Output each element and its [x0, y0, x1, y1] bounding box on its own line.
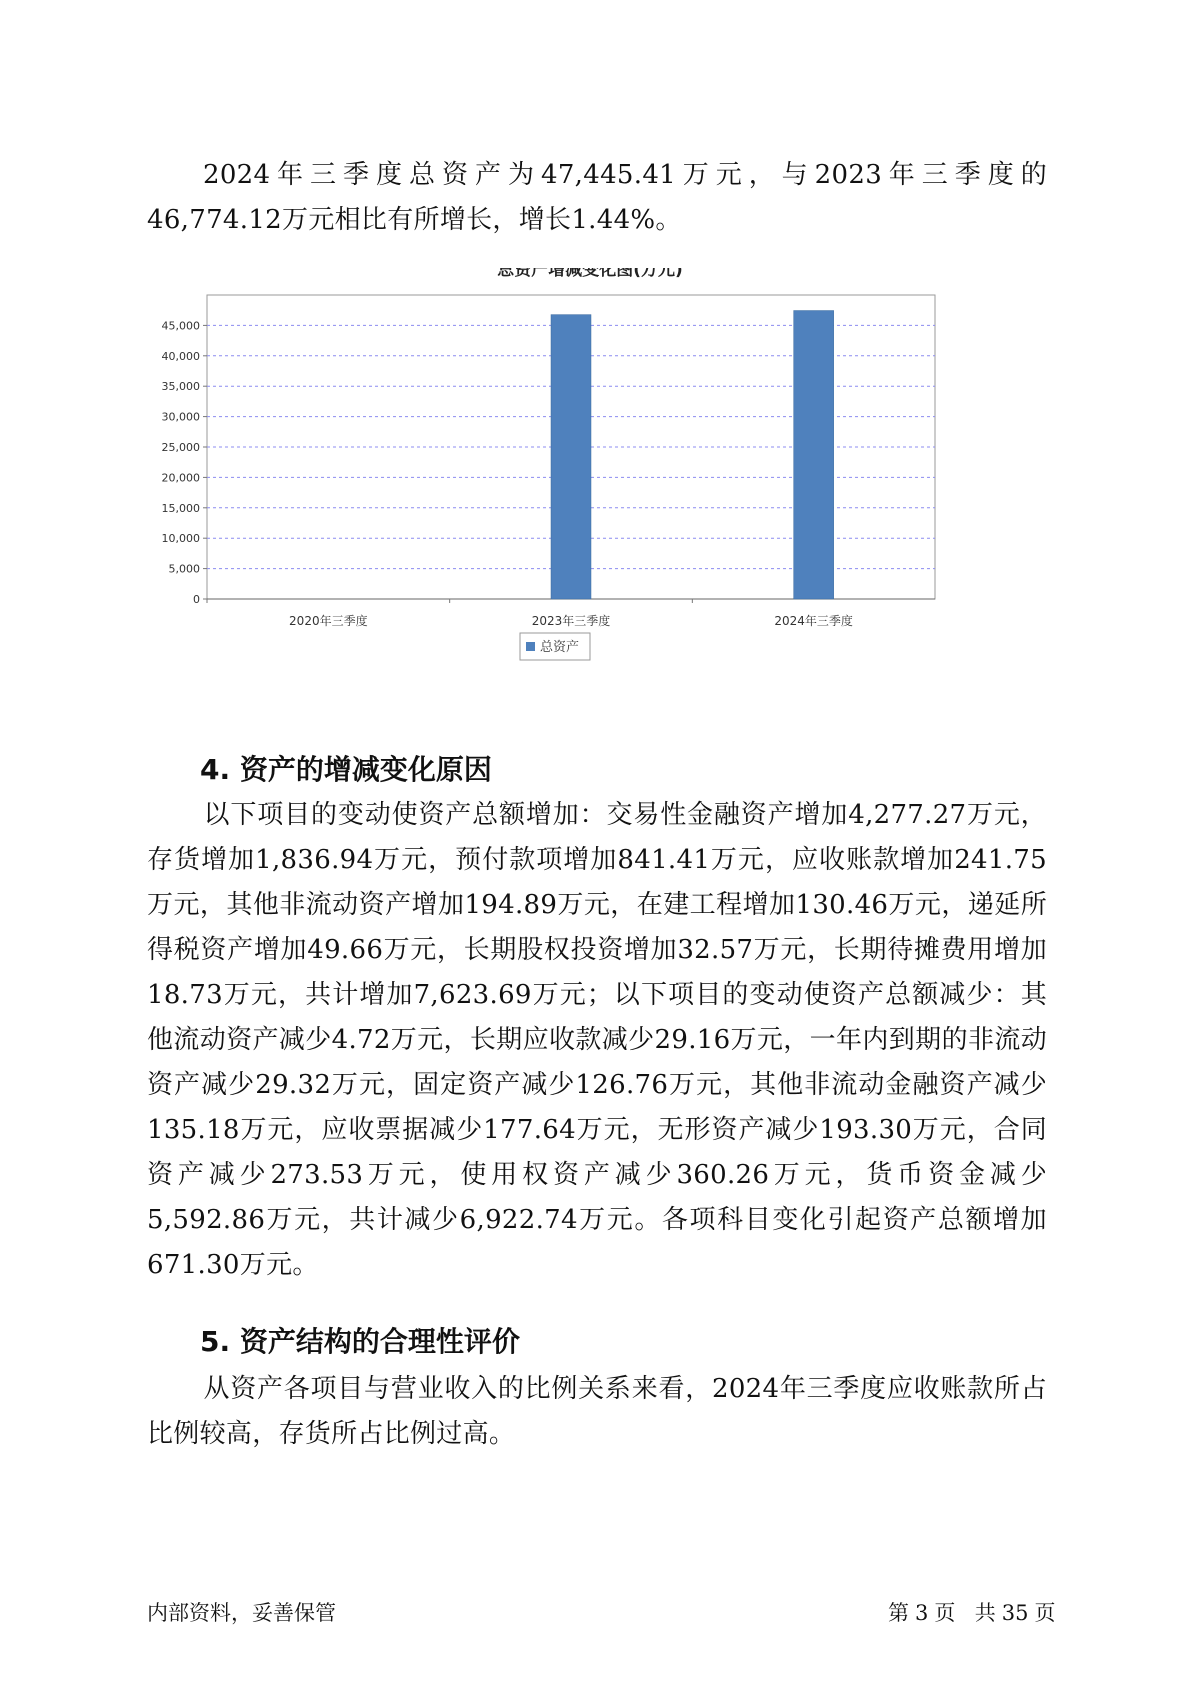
- page-prefix: 第: [888, 1601, 909, 1625]
- bar: [551, 315, 591, 599]
- structure-evaluation-text: 从资产各项目与营业收入的比例关系来看，2024年三季度应收账款所占比例较高，存货所占比例过高。: [147, 1374, 1047, 1449]
- chart-svg: [150, 268, 1030, 718]
- y-tick-label: 45,000: [161, 319, 200, 333]
- x-tick-label: 2023年三季度: [531, 614, 611, 628]
- x-axis-ticks: [207, 599, 853, 628]
- summary-paragraph: [147, 153, 1047, 243]
- y-tick-label: 10,000: [161, 532, 200, 546]
- section-heading-4: 4. 资产的增减变化原因: [200, 753, 492, 786]
- x-tick-label: 2024年三季度: [774, 614, 853, 628]
- total-assets-chart: [150, 268, 1030, 718]
- total-num: 35: [1001, 1601, 1029, 1625]
- bar: [794, 311, 834, 599]
- y-tick-label: 35,000: [161, 380, 200, 394]
- chart-title: 总资产增减变化图(万元): [497, 268, 683, 280]
- change-reasons-text: 以下项目的变动使资产总额增加：交易性金融资产增加4,277.27万元，存货增加1,836.94万元，预付款项增加841.41万元，应收账款增加241.75万元，其他非流动资产增加194.89万元，在建工程增加130.46万元，递延所得税资产增加49.66万元，长期股权投资增加32.57万元，长期待摊费用增加18.73万元，共计增加7,623.69万元；以下项目的变动使资产总额减少：其他流动资产减少4.72万元，长期应收款减少29.16万元，一年内到期的非流动资产减少29.32万元，固定资产减少126.76万元，其他非流动金融资产减少135.18万元，应收票据减少177.64万元，无形资产减少193.30万元，合同资产减少273.53万元，使用权资产减少360.26万元，货币资金减少5,592.86万元，共计减少6,922.74万元。各项科目变化引起资产总额增加671.30万元。: [147, 800, 1047, 1280]
- total-unit: 页: [1034, 1601, 1056, 1625]
- footer-confidential: 内部资料，妥善保管: [147, 1601, 336, 1625]
- y-tick-label: 25,000: [161, 441, 200, 454]
- legend-swatch: [526, 642, 535, 651]
- page-unit: 页: [934, 1601, 956, 1625]
- y-tick-label: 30,000: [161, 410, 200, 424]
- change-reasons-paragraph: [147, 793, 1047, 1288]
- x-tick-label: 2020年三季度: [289, 614, 368, 628]
- y-tick-label: 20,000: [161, 471, 200, 485]
- y-tick-label: 0: [193, 593, 200, 606]
- total-prefix: 共: [974, 1601, 996, 1625]
- y-tick-label: 40,000: [161, 349, 200, 363]
- section-heading-5: 5. 资产结构的合理性评价: [200, 1325, 520, 1358]
- structure-evaluation-paragraph: [147, 1367, 1047, 1457]
- legend-label: 总资产: [540, 640, 580, 655]
- y-tick-label: 15,000: [161, 501, 200, 515]
- footer-page-number: [888, 1597, 1061, 1627]
- page-num: 3: [915, 1601, 929, 1625]
- chart-legend: [520, 633, 590, 660]
- y-tick-label: 5,000: [168, 562, 200, 576]
- summary-text: 2024年三季度总资产为47,445.41万元，与2023年三季度的46,774.12万元相比有所增长，增长1.44%。: [147, 160, 1047, 235]
- y-axis-ticks: [162, 319, 208, 606]
